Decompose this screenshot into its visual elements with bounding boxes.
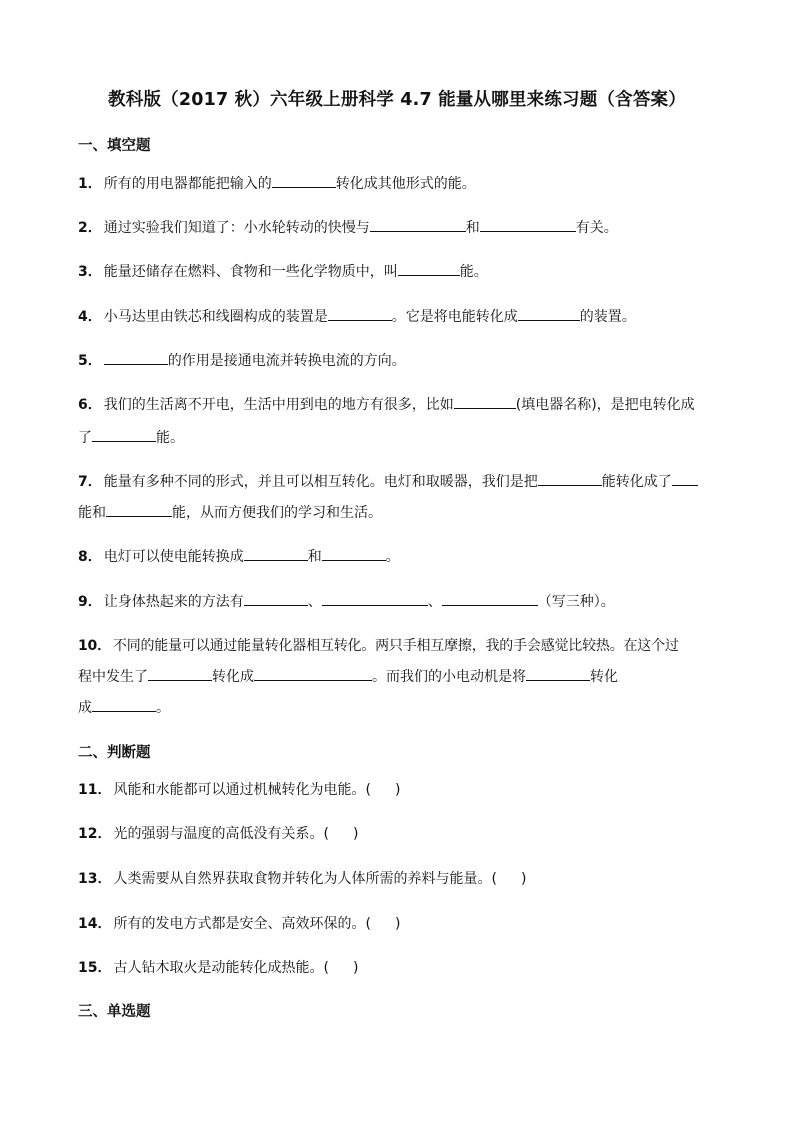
answer-blank[interactable] — [106, 502, 172, 517]
answer-blank[interactable] — [244, 591, 308, 606]
question-6-line-1: 6． 我们的生活离不开电，生活中用到电的地方有很多，比如 (填电器名称)，是把电转化成 — [78, 388, 723, 422]
answer-blank[interactable] — [538, 471, 602, 486]
section-heading-true-false: 二、判断题 — [78, 745, 151, 761]
question-2: 2． 通过实验我们知道了：小水轮转动的快慢与 和 有关。 — [78, 211, 723, 245]
answer-blank[interactable] — [104, 350, 168, 365]
answer-blank[interactable] — [148, 666, 212, 681]
answer-blank[interactable] — [518, 306, 580, 321]
question-7-line-1: 7． 能量有多种不同的形式，并且可以相互转化。电灯和取暖器，我们是把 能转化成了 — [78, 465, 723, 499]
question-14: 14． 所有的发电方式都是安全、高效环保的。( ) — [78, 916, 401, 932]
question-6-line-2: 了 能。 — [78, 421, 723, 455]
question-15: 15． 古人钻木取火是动能转化成热能。( ) — [78, 960, 359, 976]
section-heading-single-choice: 三、单选题 — [78, 1004, 151, 1020]
answer-blank[interactable] — [672, 471, 698, 486]
answer-blank[interactable] — [322, 546, 386, 561]
answer-blank[interactable] — [398, 261, 460, 276]
answer-blank[interactable] — [92, 427, 156, 442]
question-5: 5． 的作用是接通电流并转换电流的方向。 — [78, 344, 723, 378]
question-4: 4． 小马达里由铁芯和线圈构成的装置是 。它是将电能转化成 的装置。 — [78, 300, 723, 334]
question-10-line-3: 成 。 — [78, 691, 723, 725]
question-number: 13． — [78, 871, 112, 887]
question-number: 8． — [78, 549, 102, 565]
answer-blank[interactable] — [328, 306, 392, 321]
question-8: 8． 电灯可以使电能转换成 和 。 — [78, 540, 723, 574]
question-number: 12． — [78, 826, 112, 842]
question-7-line-2: 能和 能，从而方便我们的学习和生活。 — [78, 496, 723, 530]
question-number: 15． — [78, 960, 112, 976]
question-3: 3． 能量还储存在燃料、食物和一些化学物质中，叫 能。 — [78, 255, 723, 289]
answer-blank[interactable] — [480, 217, 576, 232]
page-title: 教科版（2017 秋）六年级上册科学 4.7 能量从哪里来练习题（含答案） — [108, 90, 686, 110]
question-number: 9． — [78, 594, 102, 610]
answer-blank[interactable] — [244, 546, 308, 561]
question-10-line-1: 10． 不同的能量可以通过能量转化器相互转化。两只手相互摩擦，我的手会感觉比较热。在这个过 — [78, 638, 679, 654]
question-number: 7． — [78, 474, 102, 490]
question-number: 14． — [78, 916, 112, 932]
answer-blank[interactable] — [254, 666, 372, 681]
answer-blank[interactable] — [92, 697, 156, 712]
answer-blank[interactable] — [442, 591, 538, 606]
answer-blank[interactable] — [370, 217, 466, 232]
question-number: 3． — [78, 264, 102, 280]
question-number: 1． — [78, 176, 102, 192]
question-1: 1． 所有的用电器都能把输入的 转化成其他形式的能。 — [78, 167, 723, 201]
question-11: 11． 风能和水能都可以通过机械转化为电能。( ) — [78, 782, 401, 798]
question-number: 5． — [78, 353, 102, 369]
question-number: 11． — [78, 782, 112, 798]
question-12: 12． 光的强弱与温度的高低没有关系。( ) — [78, 826, 359, 842]
question-10-line-2: 程中发生了 转化成 。而我们的小电动机是将 转化 — [78, 660, 723, 694]
question-number: 10． — [78, 638, 111, 654]
question-number: 4． — [78, 309, 102, 325]
answer-blank[interactable] — [272, 173, 336, 188]
section-heading-fill-blank: 一、填空题 — [78, 138, 151, 154]
question-13: 13． 人类需要从自然界获取食物并转化为人体所需的养料与能量。( ) — [78, 871, 527, 887]
answer-blank[interactable] — [454, 394, 516, 409]
question-number: 2． — [78, 220, 102, 236]
answer-blank[interactable] — [526, 666, 590, 681]
question-number: 6． — [78, 397, 102, 413]
question-9: 9． 让身体热起来的方法有 、 、 （写三种）。 — [78, 585, 723, 619]
answer-blank[interactable] — [322, 591, 428, 606]
